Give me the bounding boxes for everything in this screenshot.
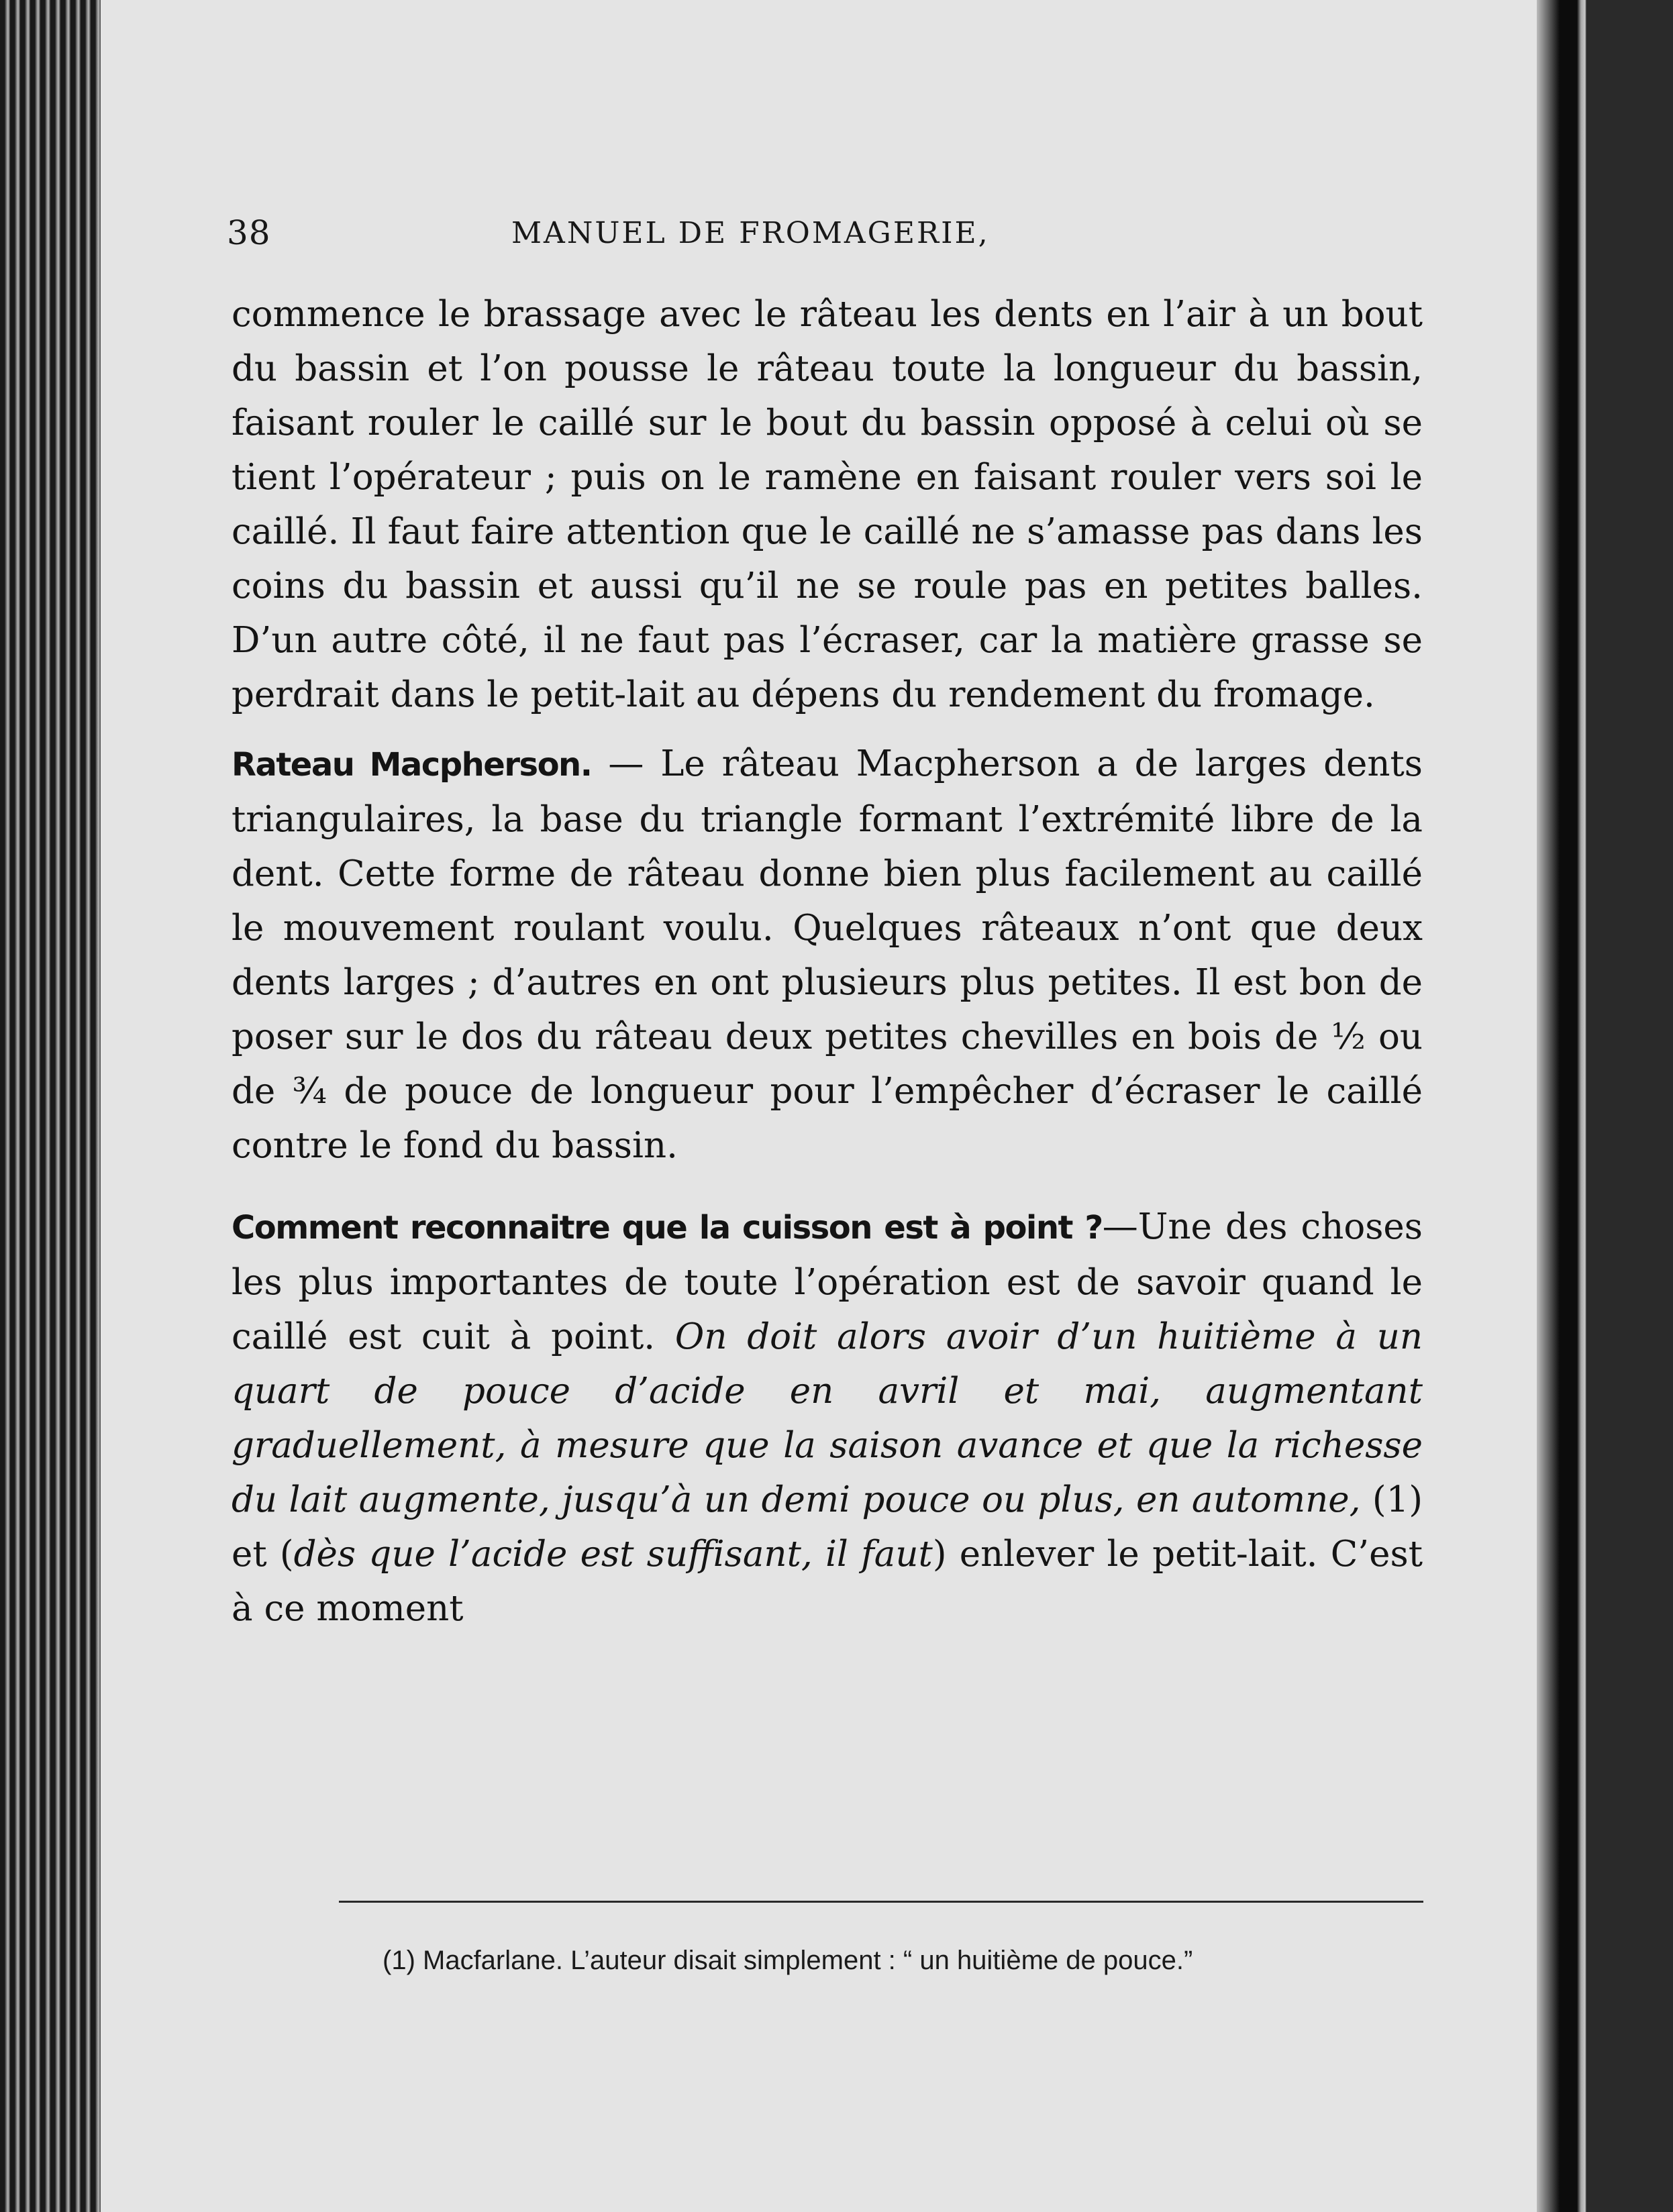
section-heading-cuisson: Comment reconnaitre que la cuisson est à point ? (232, 1209, 1103, 1247)
paragraph-rateau-macpherson (232, 737, 1423, 1173)
paragraph-rateau-text: — Le râteau Macpherson a de larges dents triangulaires, la base du triangle formant l’extrémité libre de la dent. Cette forme de râteau donne bien plus facilement au caillé le mouvement roulant voulu. Quelques râteaux n’ont que deux dents larges ; d’autres en ont plusieurs plus petites. Il est bon de poser sur le dos du râteau deux petites chevilles en bois de ½ ou de ¾ de pouce de longueur pour l’empêcher d’écraser le caillé contre le fond du bassin. (232, 743, 1423, 1166)
paragraph-cuisson-italic-b: dès que l’acide est suffisant, il faut (293, 1534, 933, 1575)
paragraph-cuisson (232, 1200, 1423, 1636)
page-number: 38 (227, 213, 271, 252)
paragraph-cuisson-text-b: (1) et ( (232, 1479, 1423, 1575)
paragraph-brassage: commence le brassage avec le râteau les dents en l’air à un bout du bassin et l’on pousse le râteau toute la longueur du bassin, faisant rouler le caillé sur le bout du bassin opposé à celui où se tient l’opérateur ; puis on le ramène en faisant rouler vers soi le caillé. Il faut faire attention que le caillé ne s’amasse pas dans les coins du bassin et aussi qu’il ne se roule pas en petites balles. D’un autre côté, il ne faut pas l’écraser, car la matière grasse se perdrait dans le petit-lait au dépens du rendement du fromage. (232, 294, 1423, 715)
paragraph-cuisson-italic-a: On doit alors avoir d’un huitième à un quart de pouce d’acide en avril et mai, augmentant graduellement, à mesure que la saison avance et que la richesse du lait augmente, jusqu’à un demi pouce ou plus, en automne, (232, 1316, 1423, 1520)
book-binding-left (0, 0, 101, 2212)
section-heading-rateau: Rateau Macpherson. (232, 746, 592, 784)
book-binding-right (1537, 0, 1673, 2212)
footnote-rule (339, 1901, 1423, 1903)
running-head (227, 213, 1129, 254)
footnote: (1) Macfarlane. L’auteur disait simplement : “ un huitième de pouce.” (383, 1946, 1193, 1975)
running-title: MANUEL DE FROMAGERIE, (511, 216, 990, 250)
body-text (232, 287, 1423, 1636)
paragraph-cuisson-text-a: —Une des choses les plus importantes de toute l’opération est de savoir quand le caillé est cuit à point. (232, 1206, 1423, 1357)
paragraph-cuisson-text-c: ) enlever le petit-lait. C’est à ce moment (232, 1534, 1423, 1629)
